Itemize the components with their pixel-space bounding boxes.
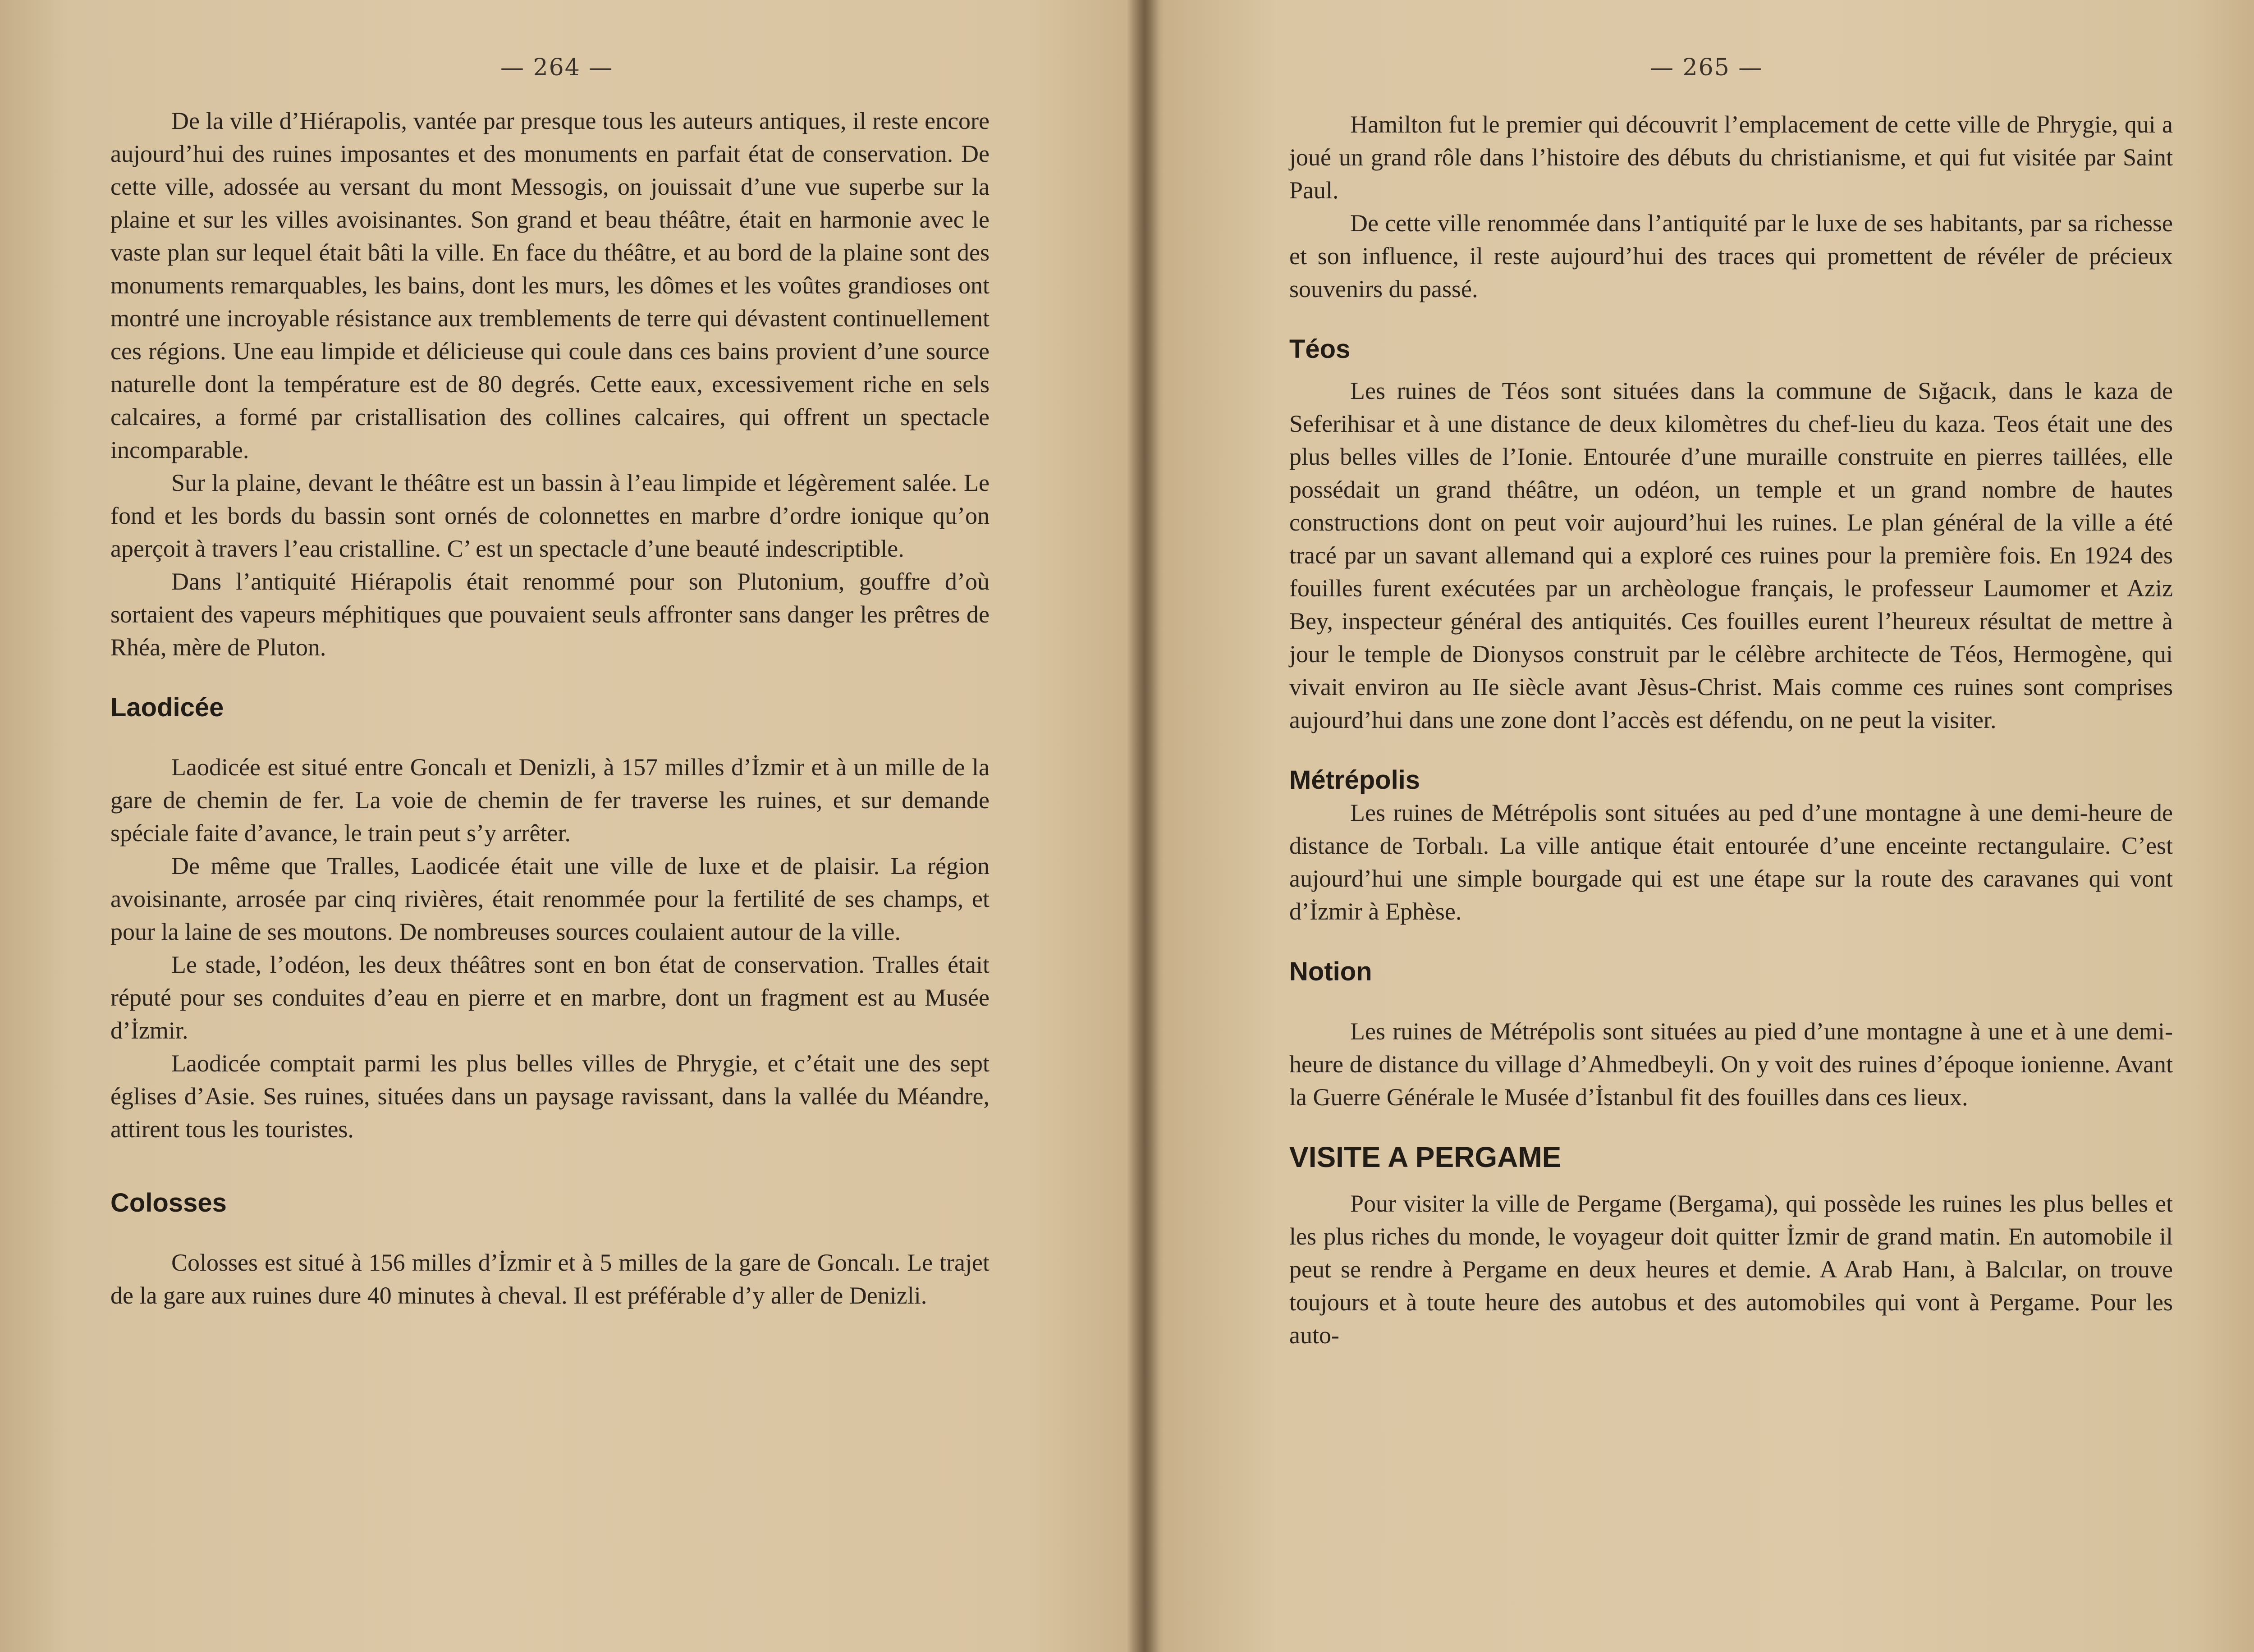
section-heading-metropolis: Métrépolis — [1289, 765, 1420, 795]
section-heading-teos: Téos — [1289, 334, 1351, 364]
paragraph: De cette ville renommée dans l’antiquité par le luxe de ses habitants, par sa richesse et son influence, il reste aujourd’hui des traces qui promettent de révéler de précieux souvenirs du passé. — [1289, 210, 2173, 302]
right-page — [1154, 0, 2254, 1652]
paragraph: Les ruines de Téos sont situées dans la commune de Sığacık, dans le kaza de Seferihisar et à une distance de deux kilomètres du chef-lieu du kaza. Teos était une des plus belles villes de l’Ionie. Entourée d’une muraille construite en pierres taillées, elle possédait un grand théâtre, un odéon, un temple et un grand nombre de hautes constructions dont on peut voir aujourd’hui les ruines. Le plan général de la ville a été tracé par un savant allemand qui a exploré ces ruines pour la première fois. En 1924 des fouilles furent exécutées par un archèologue français, le professeur Laumomer et Aziz Bey, inspecteur général des antiquités. Ces fouilles eurent l’heureux résultat de mettre à jour le temple de Dionysos construit par le célèbre architecte de Téos, Hermogène, qui vivait environ au IIe siècle avant Jèsus-Christ. Mais comme ces ruines sont comprises aujourd’hui dans une zone dont l’accès est défendu, on ne peut la visiter. — [1289, 377, 2173, 733]
paragraph: Dans l’antiquité Hiérapolis était renommé pour son Plutonium, gouffre d’où sortaient des vapeurs méphitiques que pouvaient seuls affronter sans danger les prêtres de Rhéa, mère de Pluton. — [110, 568, 990, 661]
right-page-text — [1289, 108, 2173, 1352]
paragraph: Colosses est situé à 156 milles d’İzmir et à 5 milles de la gare de Goncalı. Le trajet de la gare aux ruines dure 40 minutes à cheval. Il est préférable d’y aller de Denizli. — [110, 1249, 990, 1309]
paragraph: Les ruines de Métrépolis sont situées au ped d’une montagne à une demi-heure de distance de Torbalı. La ville antique était entourée d’une enceinte rectangulaire. C’est aujourd’hui une simple bourgade qui est une étape sur la route des caravanes qui vont d’İzmir à Ephèse. — [1289, 799, 2173, 925]
paragraph: Le stade, l’odéon, les deux théâtres sont en bon état de conservation. Tralles était réputé pour ses conduites d’eau en pierre et en marbre, dont un fragment est au Musée d’İzmir. — [110, 951, 990, 1044]
section-heading-pergame: VISITE A PERGAME — [1289, 1141, 1562, 1173]
paragraph: Laodicée est situé entre Goncalı et Denizli, à 157 milles d’İzmir et à un mille de la gare de chemin de fer. La voie de chemin de fer traverse les ruines, et sur demande spéciale faite d’avance, le train peut s’y arrêter. — [110, 754, 990, 847]
section-heading-notion: Notion — [1289, 957, 1372, 986]
paragraph: De la ville d’Hiérapolis, vantée par presque tous les auteurs antiques, il reste encore aujourd’hui des ruines imposantes et des monuments en parfait état de conservation. De cette ville, adossée au versant du mont Messogis, on jouissait d’une vue superbe sur la plaine et sur les villes avoisinantes. Son grand et beau théâtre, était en harmonie avec le vaste plan sur lequel était bâti la ville. En face du théâtre, et au bord de la plaine sont des monuments remarquables, les bains, dont les murs, les dômes et les voûtes grandioses ont montré une incroyable résistance aux tremblements de terre qui dévastent continuellement ces régions. Une eau limpide et délicieuse qui coule dans ces bains provient d’une source naturelle dont la température est de 80 degrés. Cette eaux, excessivement riche en sels calcaires, a formé par cristallisation des collines calcaires, qui offrent un spectacle incomparable. — [110, 107, 990, 463]
section-heading-laodicee: Laodicée — [110, 693, 224, 722]
paragraph: Laodicée comptait parmi les plus belles villes de Phrygie, et c’était une des sept églises d’Asie. Ses ruines, situées dans un paysage ravissant, dans la vallée du Méandre, attirent tous les touristes. — [110, 1050, 990, 1143]
paragraph: Les ruines de Métrépolis sont situées au pied d’une montagne à une et à une demi-heure de distance du village d’Ahmedbeyli. On y voit des ruines d’époque ionienne. Avant la Guerre Générale le Musée d’İstanbul fit des fouilles dans ces lieux. — [1289, 1018, 2173, 1111]
page-number: — 265 — — [1650, 54, 1763, 81]
left-page-text — [110, 105, 990, 1312]
paragraph: Hamilton fut le premier qui découvrit l’emplacement de cette ville de Phrygie, qui a joué un grand rôle dans l’histoire des débuts du christianisme, et qui fut visitée par Saint Paul. — [1289, 111, 2173, 204]
section-heading-colosses: Colosses — [110, 1188, 227, 1217]
paragraph: De même que Tralles, Laodicée était une ville de luxe et de plaisir. La région avoisinante, arrosée par cinq rivières, était renommée pour la fertilité de ses champs, et pour la laine de ses moutons. De nombreuses sources coulaient autour de la ville. — [110, 852, 990, 945]
page-number: — 264 — — [500, 54, 614, 81]
paragraph: Pour visiter la ville de Pergame (Bergama), qui possède les ruines les plus belles et les plus riches du monde, le voyageur doit quitter İzmir de grand matin. En automobile il peut se rendre à Pergame en deux heures et demie. A Arab Hanı, à Balcılar, on trouve toujours et à toute heure des autobus et des automobiles qui vont à Pergame. Pour les auto- — [1289, 1190, 2173, 1349]
paragraph: Sur la plaine, devant le théâtre est un bassin à l’eau limpide et légèrement salée. Le fond et les bords du bassin sont ornés de colonnettes en marbre d’ordre ionique qu’on aperçoit à travers l’eau cristalline. C’ est un spectacle d’une beauté indescriptible. — [110, 469, 990, 562]
